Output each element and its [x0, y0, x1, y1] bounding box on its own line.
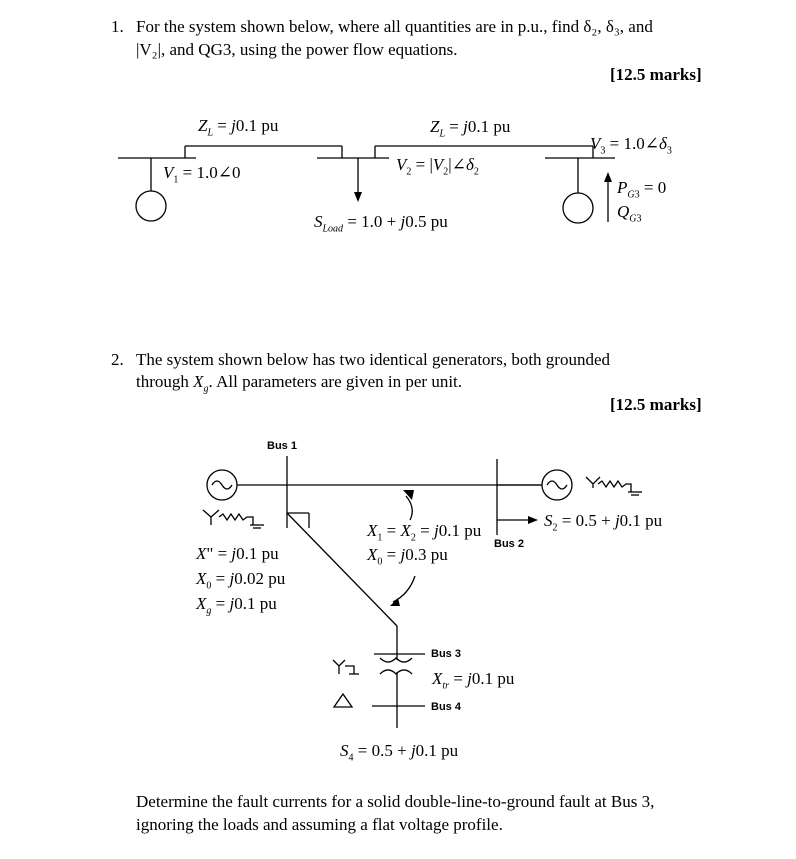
bus2-label: Bus 2: [494, 538, 524, 550]
gen-xpp-label: X" = j0.1 pu: [196, 544, 279, 563]
q1-pg3: $P_{G3} = 0$: [617, 178, 667, 201]
wye-grounded-symbol: [333, 660, 345, 674]
q1-text-line2: |V₂|, and QG3, using the power flow equations.: [136, 40, 458, 59]
gen2-sine: [547, 481, 567, 489]
xtr-label: $X_{tr} = j0.1$ pu: [432, 669, 515, 692]
q2-text-line2: through $X_g$. All parameters are given in per unit.: [136, 372, 463, 395]
gen1-wye: [203, 510, 219, 525]
gen-xg-label: $X_g = j0.1$ pu: [196, 594, 277, 617]
bus1-label: Bus 1: [267, 440, 297, 452]
gen-x0-label: $X_0 = j0.02$ pu: [196, 569, 286, 592]
transformer-secondary: [380, 670, 412, 674]
s4-label: $S_4 = 0.5 + j0.1$ pu: [340, 741, 459, 764]
q2-question-line2: ignoring the loads and assuming a flat voltage profile.: [136, 815, 503, 834]
bus4-label: Bus 4: [431, 701, 461, 713]
s2-label: $S_2 = 0.5 + j0.1$ pu: [544, 511, 663, 534]
q2-number: 2.: [111, 350, 124, 369]
q2-marks: [12.5 marks]: [610, 395, 702, 414]
gen1-sine: [212, 481, 232, 489]
q1-v1: $V_1$ = 1.0∠0: [163, 163, 241, 186]
q1-qg3: $Q_{G3}$: [617, 202, 642, 225]
delta-symbol: [334, 694, 352, 707]
line-x0-label: $X_0 = j0.3$ pu: [367, 545, 448, 568]
gen2-wye: [586, 477, 600, 488]
gen1-ground-impedance: [219, 514, 253, 525]
q1-sload: $S_{Load} = 1.0 + j0.5$ pu: [314, 212, 448, 235]
line-x1x2-label: $X_1 = X_2 = j0.1$ pu: [367, 521, 482, 544]
transformer-primary: [380, 658, 412, 662]
q2-question-line1: Determine the fault currents for a solid double-line-to-ground fault at Bus 3,: [136, 792, 655, 811]
q2-text-line1: The system shown below has two identical generators, both grounded: [136, 350, 611, 369]
bus3-label: Bus 3: [431, 648, 461, 660]
s2-arrow-head: [528, 516, 538, 524]
q1-v2: $V_2$ = $|V_2|\angle\delta_2$: [396, 155, 479, 178]
q1-v3: $V_3$ = $1.0\angle\delta_3$: [590, 134, 672, 157]
curved-arrow-bottom: [393, 576, 415, 602]
curved-arrow-top: [406, 496, 412, 520]
q1-zl2: $Z_L = j0.1$ pu: [430, 117, 511, 140]
q1-text-line1: For the system shown below, where all quantities are in p.u., find δ₂, δ₃, and: [136, 17, 653, 36]
q1-zl1: $Z_L = j0.1$ pu: [198, 116, 279, 139]
q1-marks: [12.5 marks]: [610, 65, 702, 84]
q1-number: 1.: [111, 17, 124, 36]
